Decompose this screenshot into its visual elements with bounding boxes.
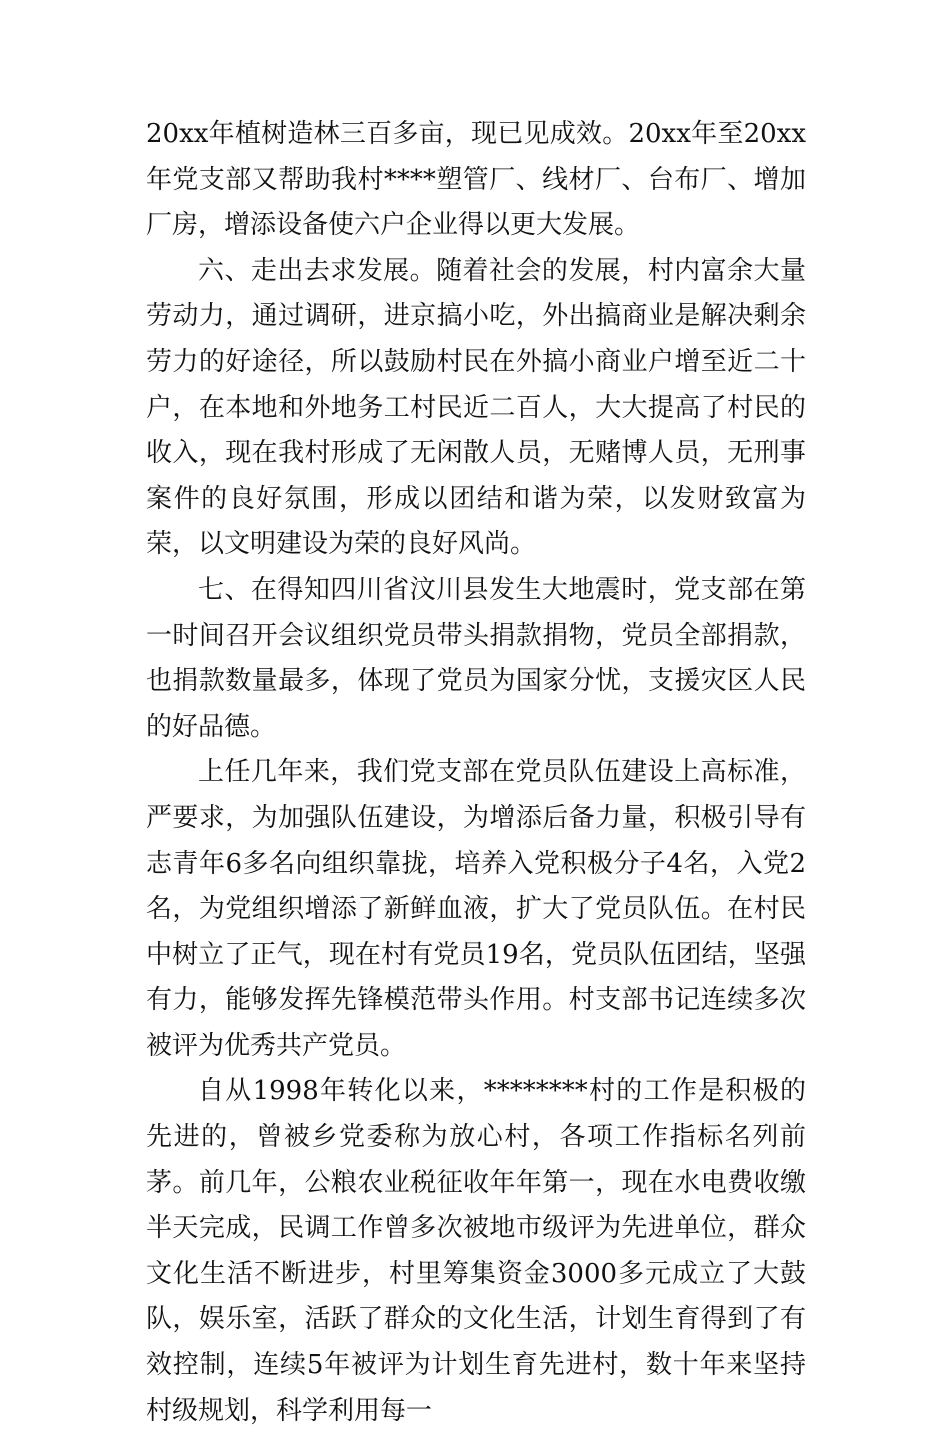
paragraph-2: 六、走出去求发展。随着社会的发展，村内富余大量劳动力，通过调研，进京搞小吃，外出搞商业是解决剩余劳力的好途径，所以鼓励村民在外搞小商业户增至近二十户，在本地和外地务工村民近二百人，大大提高了村民的收入，现在我村形成了无闲散人员，无赌博人员，无刑事案件的良好氛围，形成以团结和谐为荣，以发财致富为荣，以文明建设为荣的良好风尚。	[146, 255, 806, 560]
paragraph-1: 20xx年植树造林三百多亩，现已见成效。20xx年至20xx年党支部又帮助我村****塑管厂、线材厂、台布厂、增加厂房，增添设备使六户企业得以更大发展。	[146, 119, 806, 241]
paragraph-3: 七、在得知四川省汶川县发生大地震时，党支部在第一时间召开会议组织党员带头捐款捐物，党员全部捐款，也捐款数量最多，体现了党员为国家分忧，支援灾区人民的好品德。	[146, 574, 806, 742]
paragraph-5: 自从1998年转化以来，********村的工作是积极的先进的，曾被乡党委称为放心村，各项工作指标名列前茅。前几年，公粮农业税征收年年第一，现在水电费收缴半天完成，民调工作曾多次被地市级评为先进单位，群众文化生活不断进步，村里筹集资金3000多元成立了大鼓队，娱乐室，活跃了群众的文化生活，计划生育得到了有效控制，连续5年被评为计划生育先进村，数十年来坚持村级规划，科学利用每一	[146, 1076, 806, 1426]
paragraph-4: 上任几年来，我们党支部在党员队伍建设上高标准，严要求，为加强队伍建设，为增添后备力量，积极引导有志青年6多名向组织靠拢，培养入党积极分子4名，入党2名，为党组织增添了新鲜血液，扩大了党员队伍。在村民中树立了正气，现在村有党员19名，党员队伍团结，坚强有力，能够发挥先锋模范带头作用。村支部书记连续多次被评为优秀共产党员。	[146, 757, 806, 1061]
document-body	[146, 112, 806, 1434]
